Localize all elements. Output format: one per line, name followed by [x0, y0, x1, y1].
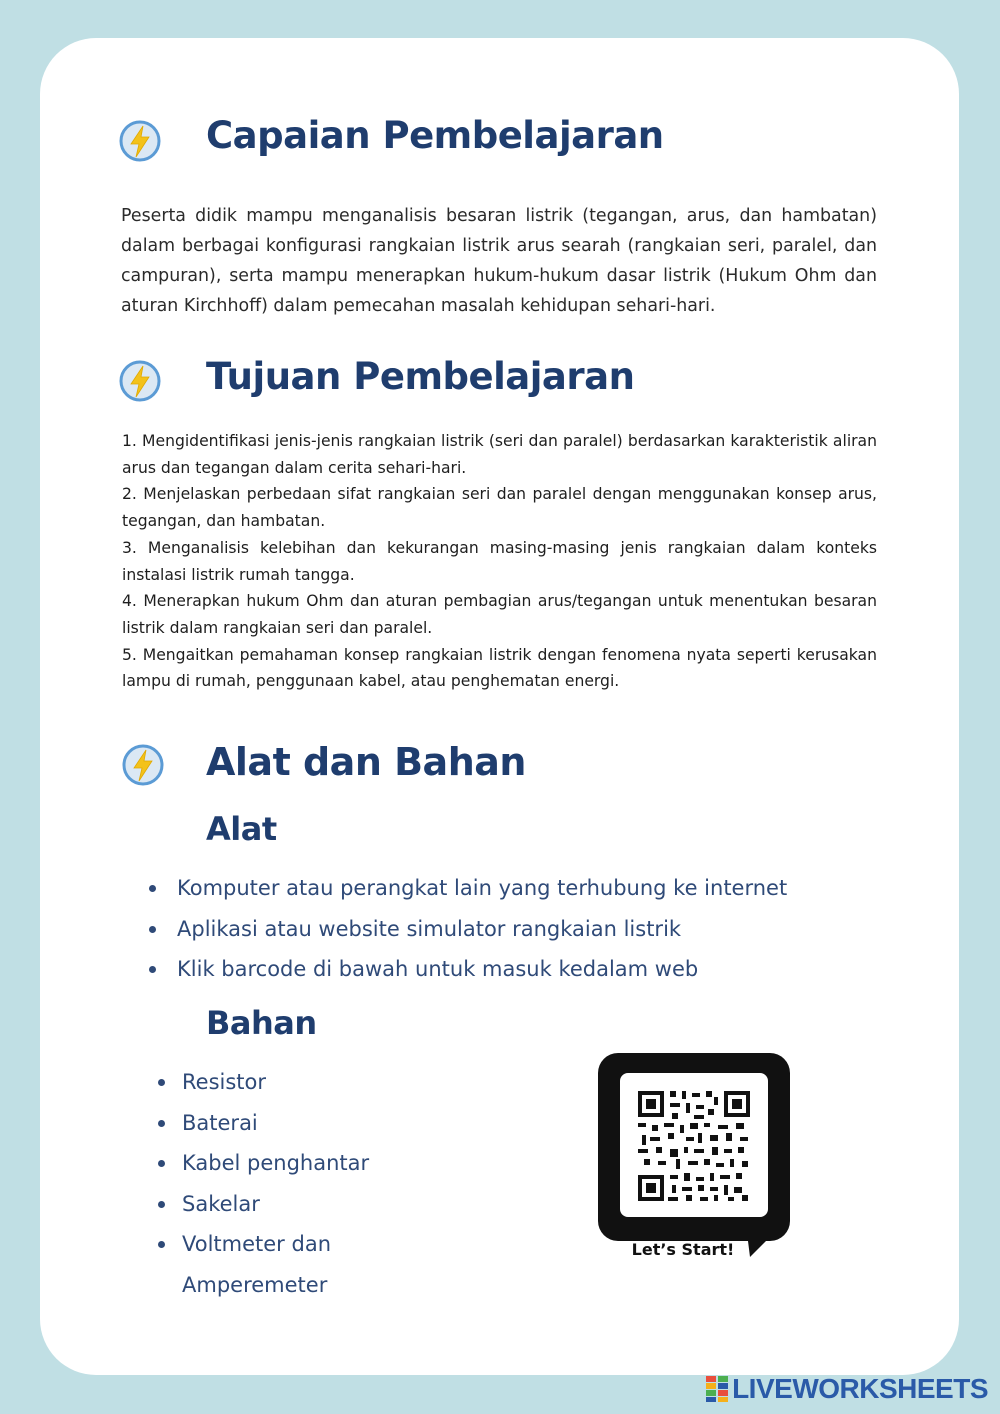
- bahan-item: Voltmeter dan Amperemeter: [158, 1224, 362, 1305]
- bullet-dot: [158, 1079, 165, 1086]
- subsection-title-alat: Alat: [206, 810, 277, 848]
- qr-code-icon: [598, 1053, 790, 1263]
- qr-caption: Let’s Start!: [631, 1240, 735, 1259]
- objective-item: 3. Menganalisis kelebihan dan kekurangan masing-masing jenis rangkaian dalam konteks instalasi listrik rumah tangga.: [122, 538, 877, 584]
- bahan-item: Resistor: [158, 1062, 369, 1103]
- bullet-dot: [158, 1241, 165, 1248]
- section-title-capaian: Capaian Pembelajaran: [206, 114, 664, 157]
- bahan-item: Baterai: [158, 1103, 369, 1144]
- alat-list: [149, 868, 787, 990]
- lightning-bolt-icon: [119, 120, 161, 162]
- objectives-list: [122, 428, 877, 695]
- bullet-dot: [158, 1201, 165, 1208]
- alat-item: Aplikasi atau website simulator rangkaian listrik: [149, 909, 787, 950]
- objective-item: 4. Menerapkan hukum Ohm dan aturan pembagian arus/tegangan untuk menentukan besaran listrik dalam rangkaian seri dan paralel.: [122, 592, 877, 637]
- bahan-list: [158, 1062, 369, 1305]
- bullet-dot: [158, 1120, 165, 1127]
- alat-item: Komputer atau perangkat lain yang terhubung ke internet: [149, 868, 787, 909]
- subsection-title-bahan: Bahan: [206, 1004, 317, 1042]
- section-title-tujuan: Tujuan Pembelajaran: [206, 355, 635, 398]
- lightning-bolt-icon: [119, 360, 161, 402]
- liveworksheets-brand-text: LIVEWORKSHEETS: [732, 1373, 988, 1404]
- objective-item: 1. Mengidentifikasi jenis-jenis rangkaian listrik (seri dan paralel) berdasarkan karakteristik aliran arus dan tegangan dalam cerita sehari-hari.: [122, 432, 877, 477]
- liveworksheets-logo-icon: [706, 1376, 728, 1402]
- objective-item: 2. Menjelaskan perbedaan sifat rangkaian seri dan paralel dengan menggunakan konsep arus, tegangan, dan hambatan.: [122, 485, 877, 531]
- bullet-dot: [149, 926, 156, 933]
- capaian-paragraph: Peserta didik mampu menganalisis besaran listrik (tegangan, arus, dan hambatan) dalam berbagai konfigurasi rangkaian listrik arus searah (rangkaian seri, paralel, dan campuran), serta mampu menerapkan hukum-hukum dasar listrik (Hukum Ohm dan aturan Kirchhoff) dalam pemecahan masalah kehidupan sehari-hari.: [121, 206, 877, 316]
- bullet-dot: [149, 966, 156, 973]
- liveworksheets-logo[interactable]: [706, 1372, 988, 1406]
- bullet-dot: [149, 885, 156, 892]
- objective-item: 5. Mengaitkan pemahaman konsep rangkaian listrik dengan fenomena nyata seperti kerusakan lampu di rumah, penggunaan kabel, atau penghematan energi.: [122, 645, 877, 691]
- section-title-alat-bahan: Alat dan Bahan: [206, 740, 526, 784]
- lightning-bolt-icon: [122, 744, 164, 786]
- bahan-item: Kabel penghantar: [158, 1143, 369, 1184]
- qr-code-link[interactable]: [598, 1053, 790, 1263]
- bullet-dot: [158, 1160, 165, 1167]
- alat-item[interactable]: Klik barcode di bawah untuk masuk kedalam web: [149, 949, 787, 990]
- bahan-item: Sakelar: [158, 1184, 369, 1225]
